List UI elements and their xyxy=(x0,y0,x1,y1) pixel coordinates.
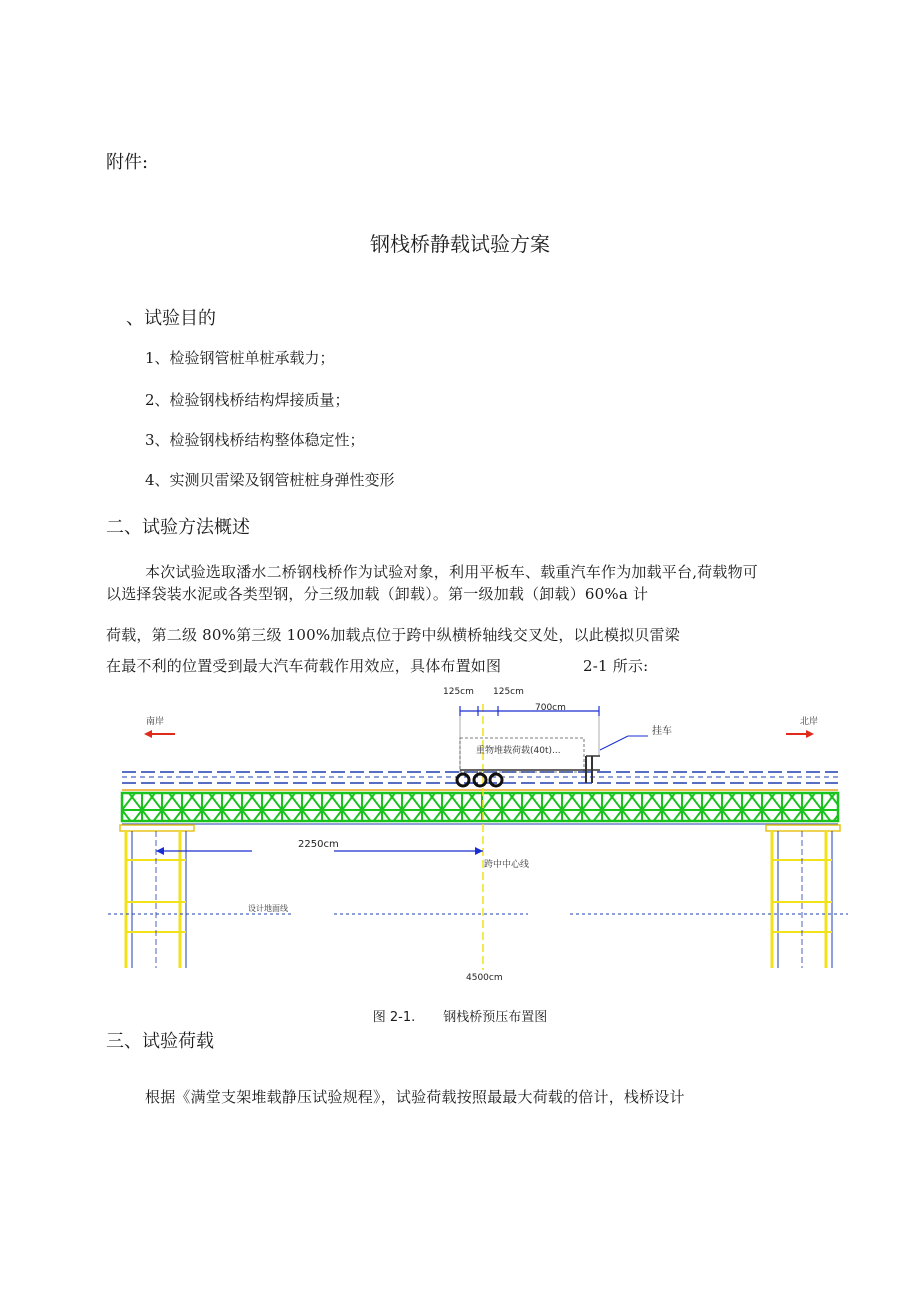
section1-item-4: 4、实测贝雷梁及钢管桩桩身弹性变形 xyxy=(145,471,395,489)
ground-label: 设计地面线 xyxy=(248,904,288,913)
vehicle-label: 挂车 xyxy=(652,726,672,737)
load-vehicle xyxy=(457,736,648,786)
section1-item-1: 1、检验钢管桩单桩承载力； xyxy=(145,349,335,367)
section1-item-3: 3、检验钢栈桥结构整体稳定性； xyxy=(145,431,365,449)
document-title: 钢栈桥静载试验方案 xyxy=(370,232,550,256)
left-pier xyxy=(120,825,194,968)
wheel xyxy=(490,774,502,786)
wheel xyxy=(457,774,469,786)
section2-line-2: 以选择袋装水泥或各类型钢，分三级加载（卸载）。第一级加载（卸载）60%a 计 xyxy=(106,585,649,603)
midspan-label: 跨中中心线 xyxy=(484,860,530,870)
dim-2250: 2250cm xyxy=(298,839,339,850)
dim-4500: 4500cm xyxy=(466,973,503,983)
attachment-label: 附件: xyxy=(106,152,149,173)
dim-125-a: 125cm xyxy=(443,687,474,697)
right-pier xyxy=(766,825,840,968)
section1-heading: 、试验目的 xyxy=(126,308,216,329)
section3-line-1: 根据《满堂支架堆载静压试验规程》，试验荷载按照最最大荷载的倍计，栈桥设计 xyxy=(145,1088,685,1106)
caption-number: 图 2-1. xyxy=(372,1010,416,1025)
section2-line-3: 荷载，第二级 80%第三级 100%加载点位于跨中纵横桥轴线交叉处，以此模拟贝雷梁 xyxy=(106,626,680,644)
section2-line-1: 本次试验选取潘水二桥钢栈桥作为试验对象，利用平板车、载重汽车作为加载平台,荷载物可 xyxy=(145,563,758,581)
south-bank-label: 南岸 xyxy=(146,717,165,727)
section3-heading: 三、试验荷载 xyxy=(106,1031,214,1052)
dim-125-b: 125cm xyxy=(493,687,524,697)
section2-heading: 二、试验方法概述 xyxy=(106,517,250,538)
north-bank-label: 北岸 xyxy=(800,717,819,727)
section2-line-4: 在最不利的位置受到最大汽车荷载作用效应，具体布置如图 xyxy=(106,657,502,675)
north-arrow-icon xyxy=(786,730,814,738)
section2-line-5: 2-1 所示: xyxy=(583,657,649,675)
caption-text: 钢栈桥预压布置图 xyxy=(443,1010,548,1025)
bailey-truss xyxy=(122,793,838,821)
bridge-preload-figure xyxy=(0,680,920,1000)
section1-item-2: 2、检验钢栈桥结构焊接质量； xyxy=(145,391,350,409)
wheel xyxy=(474,774,486,786)
figure-caption xyxy=(0,1006,920,1025)
load-label: 重物堆载荷载(40t)... xyxy=(476,746,561,756)
south-arrow-icon xyxy=(144,730,175,738)
top-dimension xyxy=(460,706,599,772)
dim-700: 700cm xyxy=(535,703,566,713)
